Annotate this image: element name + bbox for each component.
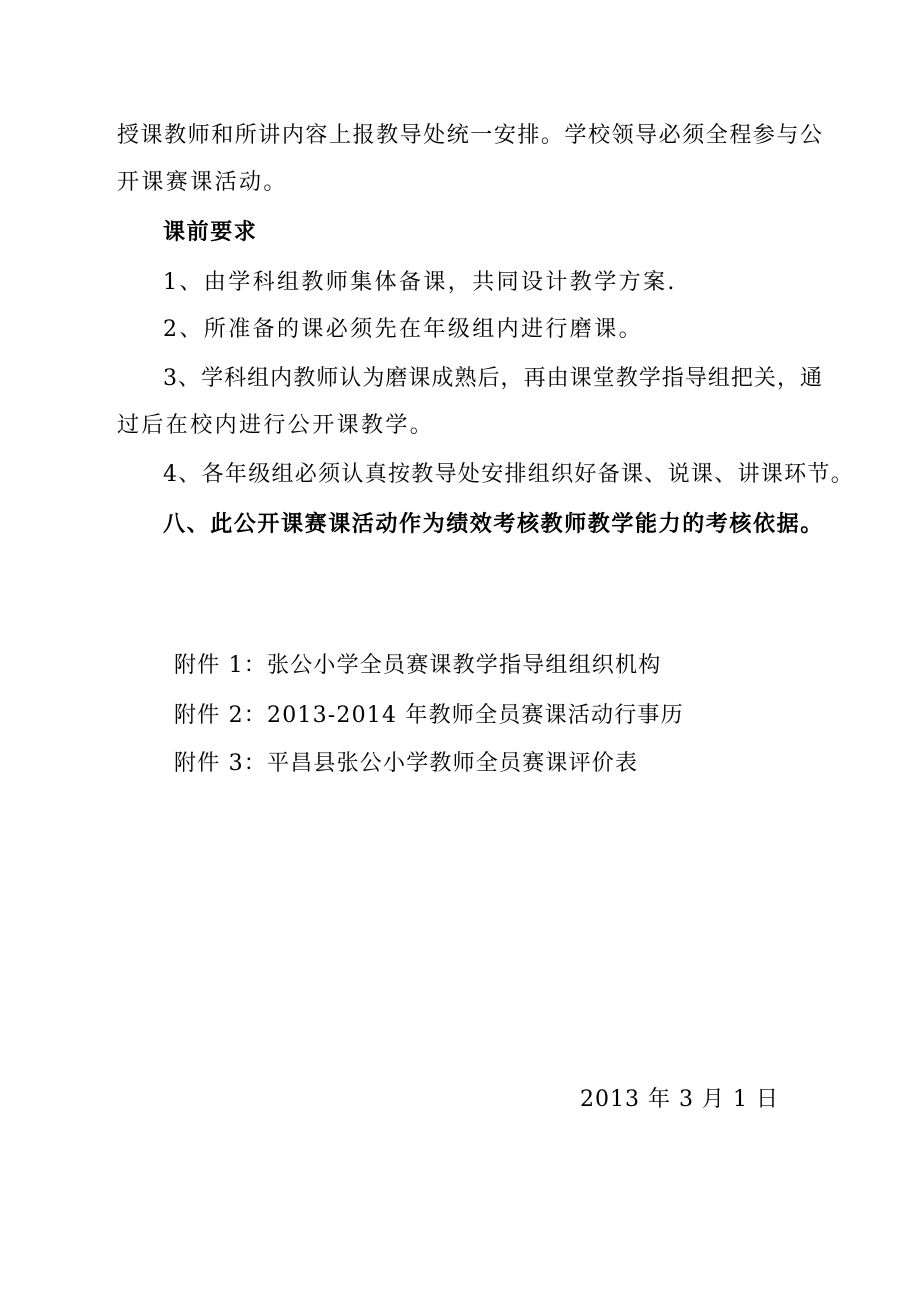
attachment-1: 附件 1：张公小学全员赛课教学指导组组织机构 — [174, 653, 662, 678]
list-item-4: 4、各年级组必须认真按教导处安排组织好备课、说课、讲课环节。 — [163, 462, 854, 487]
section-heading-pre-class: 课前要求 — [163, 220, 258, 245]
section-heading-eight: 八、此公开课赛课活动作为绩效考核教师教学能力的考核依据。 — [163, 512, 824, 537]
list-item-3-line-2: 过后在校内进行公开课教学。 — [117, 413, 435, 438]
list-item-1: 1、由学科组教师集体备课，共同设计教学方案. — [163, 270, 677, 295]
paragraph-continuation-line-2: 开课赛课活动。 — [117, 170, 288, 195]
paragraph-continuation-line-1: 授课教师和所讲内容上报教导处统一安排。学校领导必须全程参与公 — [117, 123, 822, 148]
attachment-3: 附件 3：平昌县张公小学教师全员赛课评价表 — [174, 751, 639, 776]
attachment-2: 附件 2：2013-2014 年教师全员赛课活动行事历 — [174, 703, 684, 728]
document-date: 2013 年 3 月 1 日 — [580, 1087, 779, 1112]
list-item-2: 2、所准备的课必须先在年级组内进行磨课。 — [163, 317, 643, 342]
list-item-3-line-1: 3、学科组内教师认为磨课成熟后，再由课堂教学指导组把关，通 — [163, 366, 822, 391]
